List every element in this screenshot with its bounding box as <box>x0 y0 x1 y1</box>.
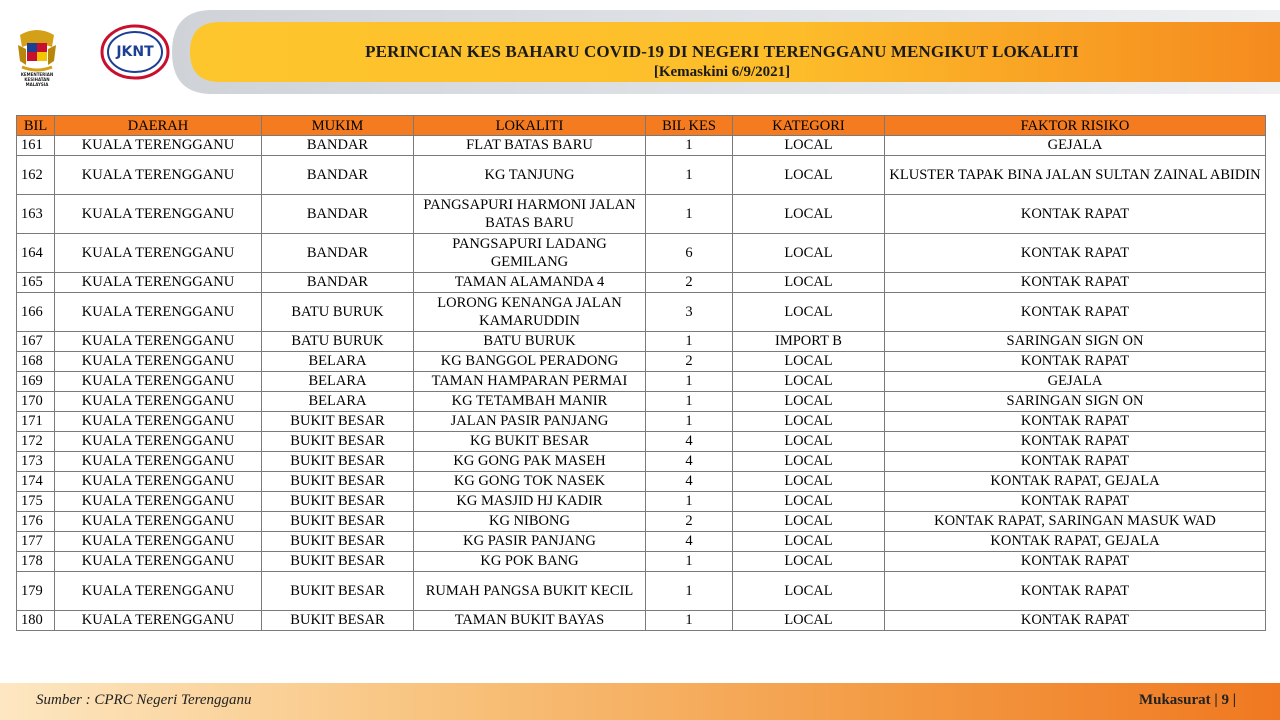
cell-lokaliti: PANGSAPURI HARMONI JALAN BATAS BARU <box>414 195 646 234</box>
cell-mukim: BELARA <box>262 392 414 412</box>
cell-bil: 162 <box>17 156 55 195</box>
cell-bil: 174 <box>17 472 55 492</box>
cell-kategori: LOCAL <box>733 532 885 552</box>
cell-lokaliti: KG TANJUNG <box>414 156 646 195</box>
cell-kategori: LOCAL <box>733 293 885 332</box>
footer-bar <box>0 683 1280 720</box>
cell-bil-kes: 4 <box>646 532 733 552</box>
cell-faktor-risiko: KONTAK RAPAT, GEJALA <box>885 472 1266 492</box>
cell-bil-kes: 4 <box>646 452 733 472</box>
cell-faktor-risiko: KONTAK RAPAT <box>885 412 1266 432</box>
table-row <box>17 492 1266 512</box>
cell-bil-kes: 3 <box>646 293 733 332</box>
table-row <box>17 472 1266 492</box>
cell-mukim: BUKIT BESAR <box>262 532 414 552</box>
cell-bil-kes: 1 <box>646 552 733 572</box>
cell-faktor-risiko: KONTAK RAPAT <box>885 234 1266 273</box>
cell-bil-kes: 1 <box>646 412 733 432</box>
cell-faktor-risiko: GEJALA <box>885 372 1266 392</box>
cell-lokaliti: KG GONG TOK NASEK <box>414 472 646 492</box>
table-row <box>17 234 1266 273</box>
table-row <box>17 156 1266 195</box>
cell-bil: 175 <box>17 492 55 512</box>
cell-mukim: BANDAR <box>262 156 414 195</box>
cell-mukim: BANDAR <box>262 136 414 156</box>
column-header-kategori: KATEGORI <box>733 116 885 136</box>
column-header-lokaliti: LOKALITI <box>414 116 646 136</box>
cell-daerah: KUALA TERENGGANU <box>55 352 262 372</box>
cell-faktor-risiko: KONTAK RAPAT <box>885 273 1266 293</box>
cell-bil: 164 <box>17 234 55 273</box>
cell-lokaliti: KG MASJID HJ KADIR <box>414 492 646 512</box>
cell-faktor-risiko: KONTAK RAPAT <box>885 432 1266 452</box>
cell-kategori: LOCAL <box>733 472 885 492</box>
column-header-bil-kes: BIL KES <box>646 116 733 136</box>
cell-bil: 169 <box>17 372 55 392</box>
cell-bil: 166 <box>17 293 55 332</box>
cell-faktor-risiko: KONTAK RAPAT <box>885 352 1266 372</box>
table-row <box>17 532 1266 552</box>
cell-bil: 161 <box>17 136 55 156</box>
cell-daerah: KUALA TERENGGANU <box>55 156 262 195</box>
cell-mukim: BANDAR <box>262 234 414 273</box>
cell-mukim: BUKIT BESAR <box>262 472 414 492</box>
cell-bil: 172 <box>17 432 55 452</box>
cell-bil-kes: 2 <box>646 352 733 372</box>
cell-lokaliti: PANGSAPURI LADANG GEMILANG <box>414 234 646 273</box>
cell-bil: 163 <box>17 195 55 234</box>
table-row <box>17 452 1266 472</box>
page-number: Mukasurat | 9 | <box>1138 692 1236 708</box>
cell-faktor-risiko: KONTAK RAPAT <box>885 552 1266 572</box>
column-header-mukim: MUKIM <box>262 116 414 136</box>
column-header-bil: BIL <box>17 116 55 136</box>
cell-mukim: BANDAR <box>262 273 414 293</box>
cell-lokaliti: KG BANGGOL PERADONG <box>414 352 646 372</box>
cell-bil: 168 <box>17 352 55 372</box>
cell-daerah: KUALA TERENGGANU <box>55 273 262 293</box>
cell-mukim: BUKIT BESAR <box>262 611 414 631</box>
jknt-logo-text: JKNT <box>116 44 154 60</box>
cell-lokaliti: TAMAN ALAMANDA 4 <box>414 273 646 293</box>
cell-kategori: LOCAL <box>733 273 885 293</box>
cell-mukim: BELARA <box>262 352 414 372</box>
cell-daerah: KUALA TERENGGANU <box>55 492 262 512</box>
cell-bil-kes: 2 <box>646 512 733 532</box>
cell-kategori: IMPORT B <box>733 332 885 352</box>
table-row <box>17 352 1266 372</box>
cell-kategori: LOCAL <box>733 352 885 372</box>
cell-daerah: KUALA TERENGGANU <box>55 552 262 572</box>
cell-bil-kes: 1 <box>646 372 733 392</box>
cell-lokaliti: JALAN PASIR PANJANG <box>414 412 646 432</box>
cell-kategori: LOCAL <box>733 234 885 273</box>
logo-caption: KEMENTERIAN KESIHATAN MALAYSIA <box>20 72 54 87</box>
cell-daerah: KUALA TERENGGANU <box>55 136 262 156</box>
cell-daerah: KUALA TERENGGANU <box>55 512 262 532</box>
column-header-daerah: DAERAH <box>55 116 262 136</box>
page-subtitle: [Kemaskini 6/9/2021] <box>653 64 791 80</box>
table-row <box>17 372 1266 392</box>
cell-faktor-risiko: KONTAK RAPAT <box>885 293 1266 332</box>
cell-daerah: KUALA TERENGGANU <box>55 452 262 472</box>
cell-faktor-risiko: GEJALA <box>885 136 1266 156</box>
cell-daerah: KUALA TERENGGANU <box>55 412 262 432</box>
cell-bil: 177 <box>17 532 55 552</box>
cell-lokaliti: BATU BURUK <box>414 332 646 352</box>
cell-bil: 173 <box>17 452 55 472</box>
cell-lokaliti: TAMAN HAMPARAN PERMAI <box>414 372 646 392</box>
table-header-row <box>17 116 1266 136</box>
title-banner <box>172 10 1280 94</box>
cell-kategori: LOCAL <box>733 195 885 234</box>
cell-faktor-risiko: SARINGAN SIGN ON <box>885 392 1266 412</box>
cell-bil-kes: 6 <box>646 234 733 273</box>
logo-group <box>14 22 164 87</box>
table-row <box>17 136 1266 156</box>
cell-faktor-risiko: KONTAK RAPAT <box>885 452 1266 472</box>
table-body <box>17 136 1266 631</box>
column-header-faktor-risiko: FAKTOR RISIKO <box>885 116 1266 136</box>
cell-daerah: KUALA TERENGGANU <box>55 432 262 452</box>
cell-bil-kes: 1 <box>646 492 733 512</box>
table-row <box>17 412 1266 432</box>
cell-faktor-risiko: KONTAK RAPAT <box>885 492 1266 512</box>
cell-faktor-risiko: KONTAK RAPAT <box>885 195 1266 234</box>
cell-lokaliti: LORONG KENANGA JALAN KAMARUDDIN <box>414 293 646 332</box>
cell-faktor-risiko: SARINGAN SIGN ON <box>885 332 1266 352</box>
table-row <box>17 611 1266 631</box>
cell-kategori: LOCAL <box>733 136 885 156</box>
cell-mukim: BELARA <box>262 372 414 392</box>
cell-bil-kes: 1 <box>646 156 733 195</box>
cell-mukim: BUKIT BESAR <box>262 452 414 472</box>
cell-bil: 178 <box>17 552 55 572</box>
cell-daerah: KUALA TERENGGANU <box>55 572 262 611</box>
cell-lokaliti: RUMAH PANGSA BUKIT KECIL <box>414 572 646 611</box>
cell-kategori: LOCAL <box>733 372 885 392</box>
cell-bil-kes: 4 <box>646 432 733 452</box>
cases-table <box>16 115 1266 631</box>
cell-bil-kes: 1 <box>646 332 733 352</box>
cell-lokaliti: FLAT BATAS BARU <box>414 136 646 156</box>
cell-daerah: KUALA TERENGGANU <box>55 472 262 492</box>
table-row <box>17 273 1266 293</box>
cell-lokaliti: KG PASIR PANJANG <box>414 532 646 552</box>
cell-mukim: BUKIT BESAR <box>262 412 414 432</box>
cell-kategori: LOCAL <box>733 412 885 432</box>
cell-mukim: BUKIT BESAR <box>262 512 414 532</box>
cell-daerah: KUALA TERENGGANU <box>55 372 262 392</box>
cell-daerah: KUALA TERENGGANU <box>55 332 262 352</box>
cell-lokaliti: KG BUKIT BESAR <box>414 432 646 452</box>
cell-bil-kes: 4 <box>646 472 733 492</box>
cell-lokaliti: KG GONG PAK MASEH <box>414 452 646 472</box>
table-row <box>17 432 1266 452</box>
cell-mukim: BATU BURUK <box>262 293 414 332</box>
cell-bil: 179 <box>17 572 55 611</box>
cell-mukim: BUKIT BESAR <box>262 492 414 512</box>
cell-bil: 167 <box>17 332 55 352</box>
cell-daerah: KUALA TERENGGANU <box>55 195 262 234</box>
cell-bil-kes: 1 <box>646 195 733 234</box>
jknt-logo <box>100 24 170 80</box>
cell-lokaliti: KG TETAMBAH MANIR <box>414 392 646 412</box>
cell-mukim: BATU BURUK <box>262 332 414 352</box>
cell-faktor-risiko: KONTAK RAPAT <box>885 572 1266 611</box>
cell-bil-kes: 2 <box>646 273 733 293</box>
cell-bil-kes: 1 <box>646 611 733 631</box>
cell-daerah: KUALA TERENGGANU <box>55 611 262 631</box>
cell-kategori: LOCAL <box>733 392 885 412</box>
cell-daerah: KUALA TERENGGANU <box>55 532 262 552</box>
cell-lokaliti: TAMAN BUKIT BAYAS <box>414 611 646 631</box>
table-row <box>17 195 1266 234</box>
cell-bil-kes: 1 <box>646 392 733 412</box>
cell-faktor-risiko: KLUSTER TAPAK BINA JALAN SULTAN ZAINAL ABIDIN <box>885 156 1266 195</box>
table-row <box>17 512 1266 532</box>
cell-bil-kes: 1 <box>646 572 733 611</box>
cell-bil: 170 <box>17 392 55 412</box>
cell-kategori: LOCAL <box>733 572 885 611</box>
cell-bil: 165 <box>17 273 55 293</box>
page-title: PERINCIAN KES BAHARU COVID-19 DI NEGERI TERENGGANU MENGIKUT LOKALITI <box>365 42 1079 61</box>
cell-lokaliti: KG POK BANG <box>414 552 646 572</box>
cell-mukim: BUKIT BESAR <box>262 552 414 572</box>
cell-faktor-risiko: KONTAK RAPAT, SARINGAN MASUK WAD <box>885 512 1266 532</box>
cell-kategori: LOCAL <box>733 552 885 572</box>
table-row <box>17 332 1266 352</box>
cell-mukim: BANDAR <box>262 195 414 234</box>
cell-kategori: LOCAL <box>733 156 885 195</box>
cell-kategori: LOCAL <box>733 452 885 472</box>
cell-daerah: KUALA TERENGGANU <box>55 293 262 332</box>
cell-lokaliti: KG NIBONG <box>414 512 646 532</box>
footer-source: Sumber : CPRC Negeri Terengganu <box>36 692 252 708</box>
table-row <box>17 293 1266 332</box>
table-row <box>17 552 1266 572</box>
cell-kategori: LOCAL <box>733 492 885 512</box>
cell-daerah: KUALA TERENGGANU <box>55 392 262 412</box>
cell-faktor-risiko: KONTAK RAPAT <box>885 611 1266 631</box>
cell-bil: 180 <box>17 611 55 631</box>
cell-bil-kes: 1 <box>646 136 733 156</box>
cell-kategori: LOCAL <box>733 611 885 631</box>
table-row <box>17 392 1266 412</box>
cell-kategori: LOCAL <box>733 432 885 452</box>
cell-daerah: KUALA TERENGGANU <box>55 234 262 273</box>
cell-faktor-risiko: KONTAK RAPAT, GEJALA <box>885 532 1266 552</box>
cell-bil: 171 <box>17 412 55 432</box>
cell-mukim: BUKIT BESAR <box>262 572 414 611</box>
cell-bil: 176 <box>17 512 55 532</box>
table-row <box>17 572 1266 611</box>
cell-mukim: BUKIT BESAR <box>262 432 414 452</box>
cell-kategori: LOCAL <box>733 512 885 532</box>
